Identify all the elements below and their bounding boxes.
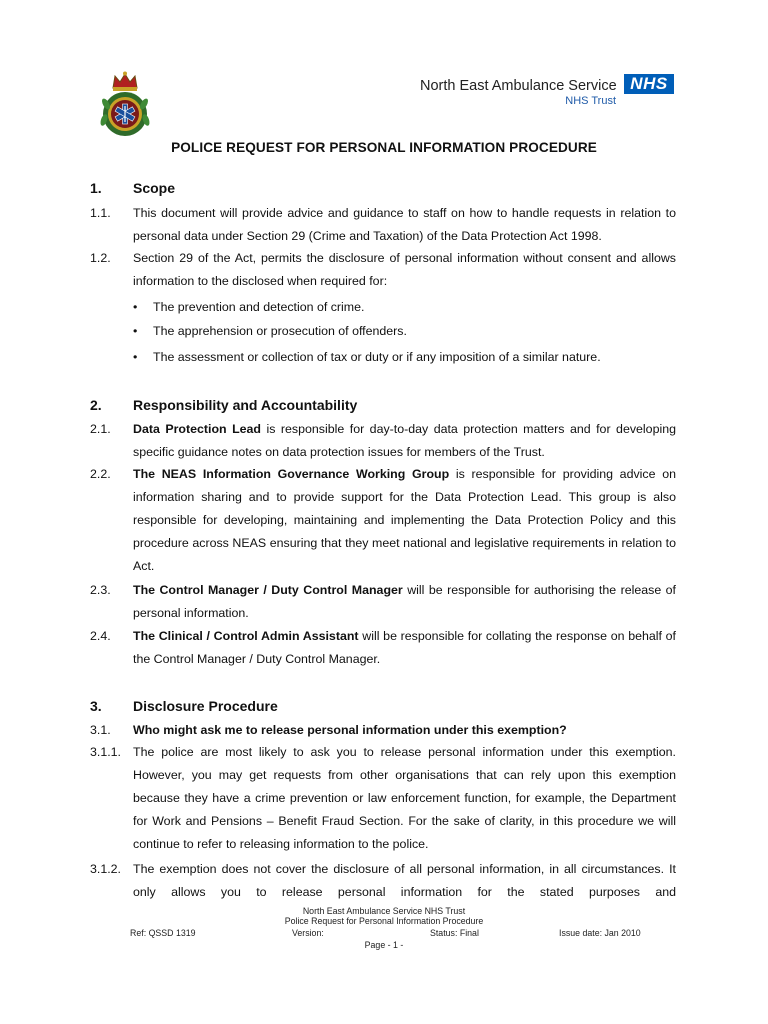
document-title: POLICE REQUEST FOR PERSONAL INFORMATION PROCEDURE: [171, 140, 597, 155]
paragraph-number: 3.1.: [90, 723, 111, 737]
paragraph-number: 3.1.2.: [90, 862, 122, 876]
paragraph-number: 3.1.1.: [90, 745, 122, 759]
bullet-icon: •: [133, 300, 138, 314]
paragraph-text: [133, 579, 676, 625]
footer-org: North East Ambulance Service NHS Trust: [302, 906, 466, 916]
footer-issue-date: Issue date: Jan 2010: [559, 928, 641, 938]
paragraph: [90, 858, 676, 904]
footer: [0, 906, 768, 926]
role-label: The Control Manager / Duty Control Manager: [133, 583, 403, 597]
bullet-icon: •: [133, 324, 138, 338]
bullet-text: The apprehension or prosecution of offenders.: [153, 324, 407, 338]
paragraph-text: [133, 625, 676, 671]
paragraph-number: 1.1.: [90, 206, 111, 220]
section-title: Scope: [133, 180, 176, 196]
role-description: will be responsible for authorising the release of personal information.: [133, 583, 676, 620]
bullet-text: The assessment or collection of tax or duty or if any imposition of a similar nature.: [153, 350, 601, 364]
paragraph: [90, 247, 676, 293]
ambulance-crest-icon: [96, 70, 154, 140]
role-description: is responsible for day-to-day data protection matters and for developing specific guidance notes on data protection issues for members of the Trust.: [133, 422, 676, 459]
section-number: 3.: [90, 698, 102, 714]
paragraph: [90, 579, 676, 625]
paragraph-text: [133, 463, 676, 578]
paragraph-text: This document will provide advice and guidance to staff on how to handle requests in relation to personal data under Section 29 (Crime and Taxation) of the Data Protection Act 1998.: [133, 206, 676, 243]
role-description: is responsible for providing advice on information sharing and to provide support for the Data Protection Lead. This group is also responsible for developing, maintaining and implementing the Data Protection Policy and this procedure across NEAS ensuring that they meet national and legislative requirements in relation to Act.: [133, 467, 676, 573]
paragraph: [90, 625, 676, 671]
bullet-icon: •: [133, 350, 138, 364]
org-header: [420, 74, 674, 110]
footer-version: Version:: [292, 928, 324, 938]
paragraph-number: 2.1.: [90, 422, 111, 436]
section-title: Disclosure Procedure: [133, 698, 278, 714]
paragraph-text: [133, 418, 676, 464]
subheading: [90, 719, 676, 742]
nhs-logo: NHS: [624, 74, 674, 94]
subheading-text: Who might ask me to release personal information under this exemption?: [133, 723, 567, 737]
paragraph-number: 2.4.: [90, 629, 111, 643]
role-label: Data Protection Lead: [133, 422, 261, 436]
section-number: 2.: [90, 397, 102, 413]
org-name: North East Ambulance Service: [420, 78, 617, 94]
paragraph: [90, 418, 676, 464]
paragraph-text: Section 29 of the Act, permits the disclosure of personal information without consent and allows information to the disclosed when required for:: [133, 251, 676, 288]
paragraph-number: 2.3.: [90, 583, 111, 597]
paragraph-number: 2.2.: [90, 467, 111, 481]
role-label: The NEAS Information Governance Working Group: [133, 467, 450, 481]
role-label: The Clinical / Control Admin Assistant: [133, 629, 359, 643]
page-number: Page - 1 -: [364, 940, 404, 950]
paragraph-text: The police are most likely to ask you to release personal information under this exemption. However, you may get requests from other organisations that can rely upon this exemption because they have a crime prevention or law enforcement function, for example, the Department for Work and Pensions – Benefit Fraud Section. For the sake of clarity, in this procedure we will continue to refer to releasing information to the police.: [133, 745, 676, 851]
role-description: will be responsible for collating the response on behalf of the Control Manager / Duty Control Manager.: [133, 629, 676, 666]
org-trust: NHS Trust: [565, 95, 616, 107]
bullet-text: The prevention and detection of crime.: [153, 300, 365, 314]
section-number: 1.: [90, 180, 102, 196]
paragraph: [90, 202, 676, 248]
paragraph-text: The exemption does not cover the disclosure of all personal information, in all circumstances. It only allows you to release personal information for the stated purposes and: [133, 862, 676, 899]
section-title: Responsibility and Accountability: [133, 397, 358, 413]
footer-ref: Ref: QSSD 1319: [130, 928, 196, 938]
footer-status: Status: Final: [430, 928, 479, 938]
paragraph: [90, 741, 676, 856]
footer-page: [0, 940, 768, 950]
footer-doc-title: Police Request for Personal Information Procedure: [284, 916, 484, 926]
paragraph: [90, 463, 676, 578]
paragraph-number: 1.2.: [90, 251, 111, 265]
